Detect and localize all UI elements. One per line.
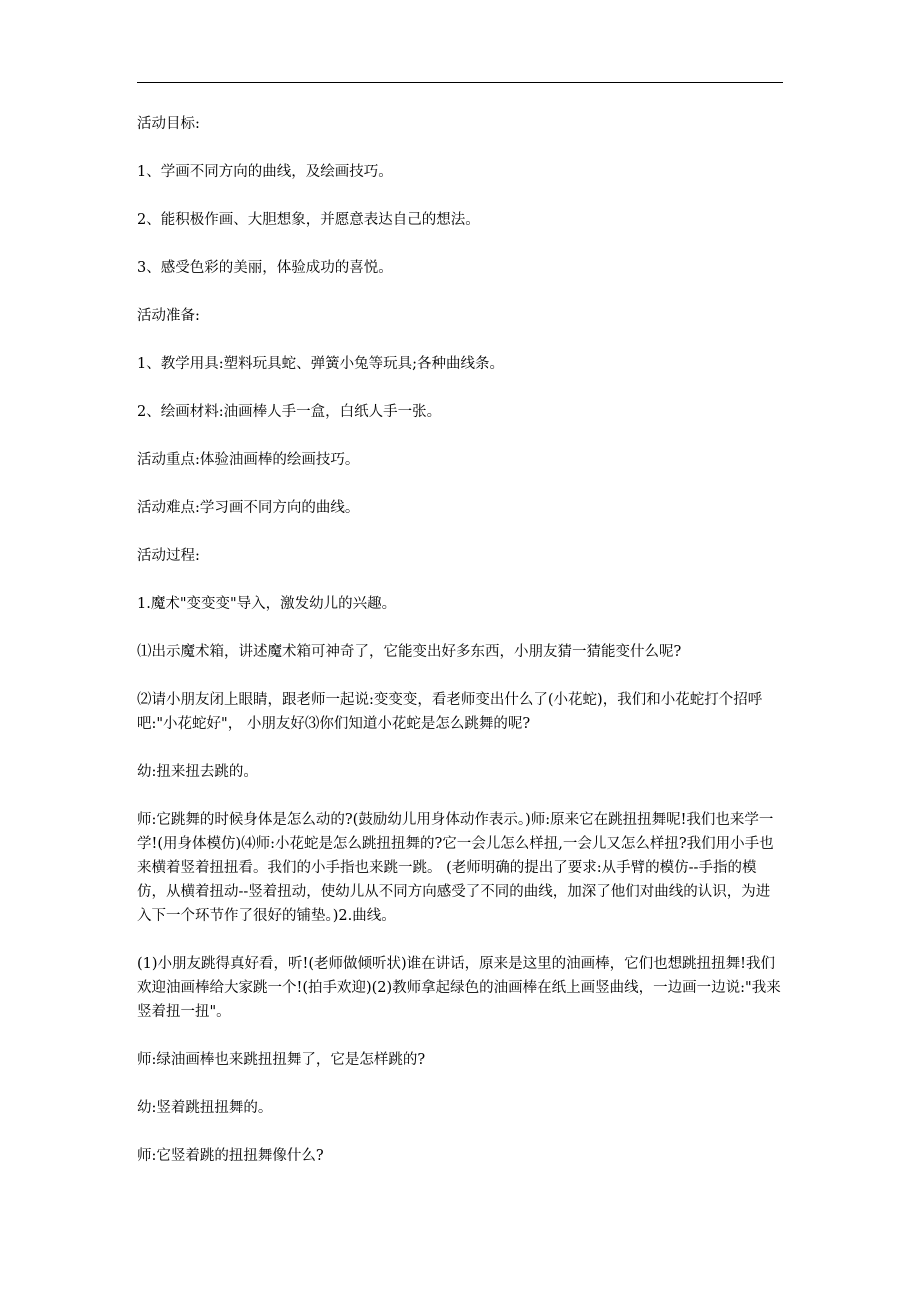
header-rule xyxy=(137,82,783,83)
process-step-1: 1.魔术"变变变"导入，激发幼儿的兴趣。 xyxy=(137,596,397,612)
process-paragraph: ⑴出示魔术箱，讲述魔术箱可神奇了，它能变出好多东西，小朋友猜一猜能变什么呢? xyxy=(137,644,682,660)
section-heading-goals: 活动目标: xyxy=(137,116,200,132)
preparation-item-2: 2、绘画材料:油画棒人手一盒，白纸人手一张。 xyxy=(137,404,442,420)
dialogue-child: 幼:扭来扭去跳的。 xyxy=(137,764,258,780)
goal-item-3: 3、感受色彩的美丽，体验成功的喜悦。 xyxy=(137,260,393,276)
goal-item-1: 1、学画不同方向的曲线，及绘画技巧。 xyxy=(137,164,393,180)
dialogue-child: 幼:竖着跳扭扭舞的。 xyxy=(137,1100,273,1116)
process-paragraph: (1)小朋友跳得真好看，听!(老师做倾听状)谁在讲话，原来是这里的油画棒，它们也想跳扭扭舞!我们欢迎油画棒给大家跳一个!(拍手欢迎)(2)教师拿起绿色的油画棒在纸上画竖曲线，一边画一边说:"我来竖着扭一扭"。 xyxy=(137,956,781,1020)
dialogue-teacher: 师:它竖着跳的扭扭舞像什么? xyxy=(137,1148,324,1164)
section-heading-preparation: 活动准备: xyxy=(137,308,200,324)
document-body xyxy=(137,112,783,1192)
section-heading-process: 活动过程: xyxy=(137,548,200,564)
dialogue-teacher: 师:它跳舞的时候身体是怎么动的?(鼓励幼儿用身体动作表示。)师:原来它在跳扭扭舞呢!我们也来学一学!(用身体模仿)⑷师:小花蛇是怎么跳扭扭舞的?它一会儿怎么样扭,一会儿又怎么样扭?我们用小手也来横着竖着扭扭看。我们的小手指也来跳一跳。 (老师明确的提出了要求:从手臂的模仿--手指的模仿，从横着扭动--竖着扭动，使幼儿从不同方向感受了不同的曲线，加深了他们对曲线的认识，为进入下一个环节作了很好的铺垫。)2.曲线。 xyxy=(137,812,774,924)
process-paragraph: ⑵请小朋友闭上眼睛，跟老师一起说:变变变，看老师变出什么了(小花蛇)，我们和小花蛇打个招呼吧:"小花蛇好"， 小朋友好⑶你们知道小花蛇是怎么跳舞的呢? xyxy=(137,692,763,732)
dialogue-teacher: 师:绿油画棒也来跳扭扭舞了，它是怎样跳的? xyxy=(137,1052,426,1068)
difficult-point: 活动难点:学习画不同方向的曲线。 xyxy=(137,500,360,516)
goal-item-2: 2、能积极作画、大胆想象，并愿意表达自己的想法。 xyxy=(137,212,480,228)
preparation-item-1: 1、教学用具:塑料玩具蛇、弹簧小兔等玩具;各种曲线条。 xyxy=(137,356,504,372)
key-point: 活动重点:体验油画棒的绘画技巧。 xyxy=(137,452,360,468)
